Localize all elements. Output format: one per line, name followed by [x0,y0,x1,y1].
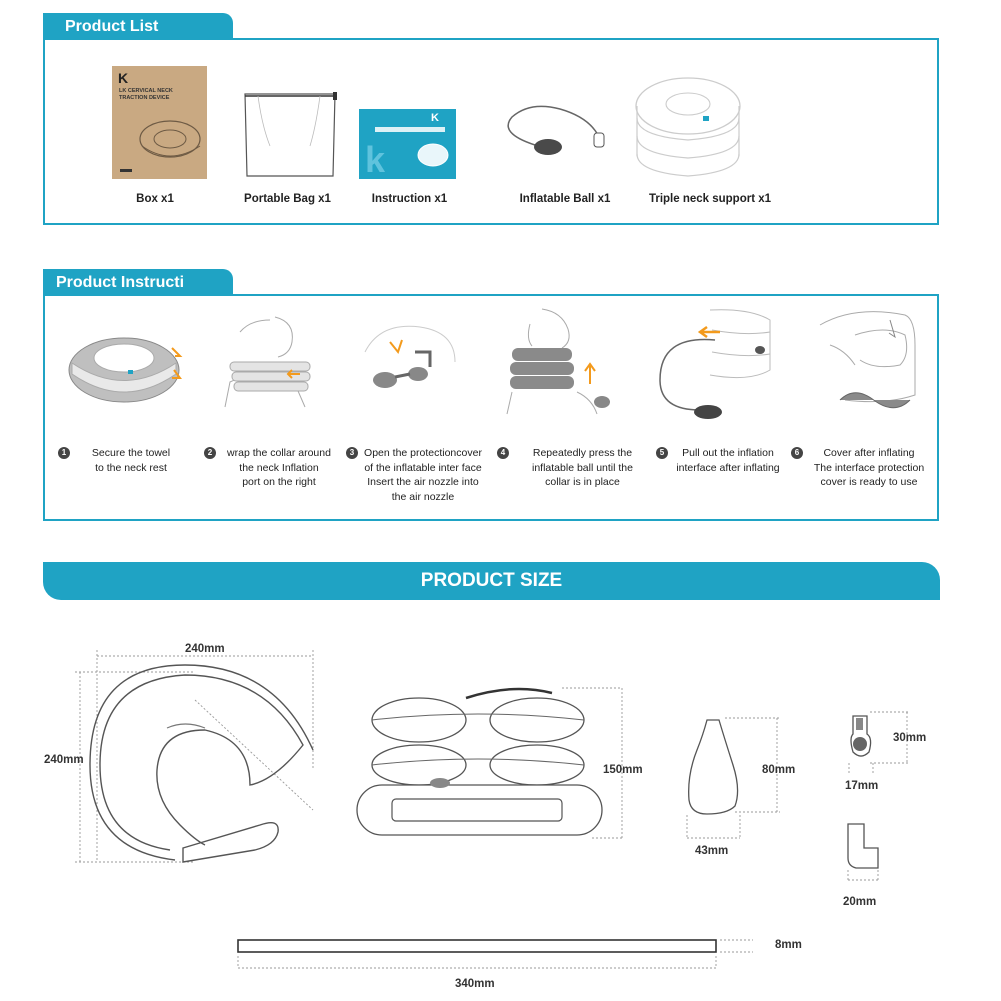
ball-width-label: 43mm [695,845,729,857]
instruction-manual-image [359,109,456,179]
inflatable-ball-image [500,103,610,163]
step-5-illustration [650,300,775,420]
nozzle-drawing [840,818,900,888]
step-6-text: Cover after inflating The interface protection cover is ready to use [813,447,925,488]
cap-height-label: 30mm [893,732,927,744]
ball-drawing [685,710,785,860]
step-2-text: wrap the collar around the neck Inflation port on the right [227,447,331,488]
strip-length-label: 340mm [455,978,495,990]
step-3-text: Open the protectioncover of the inflatable inter face Insert the air nozzle into the air nozzle [364,447,482,503]
product-list-tab: Product List [43,13,233,40]
cap-width-label: 17mm [845,780,879,792]
portable-bag-image [240,86,340,181]
ball-height-label: 80mm [762,764,796,776]
step-1-number: 1 [58,447,70,459]
instructions-tab: Product Instructi [43,269,233,296]
ring-top-view-drawing [75,650,345,870]
manual-drawing [359,109,456,179]
manual-k-mark: k [365,139,386,180]
neck-support-image [633,68,748,183]
step-1-text: Secure the towel to the neck rest [91,447,171,474]
nozzle-width-label: 20mm [843,896,877,908]
step-4-number: 4 [497,447,509,459]
ring-width-label: 240mm [185,643,225,655]
item-label-ball: Inflatable Ball x1 [519,193,611,205]
step-3-number: 3 [346,447,358,459]
step-3-illustration [360,312,460,412]
step-6-illustration [815,305,925,415]
item-label-bag: Portable Bag x1 [244,193,331,205]
manual-logo: K [431,112,439,124]
strip-drawing [235,936,755,976]
step-5-text: Pull out the inflation interface after inflating [676,447,780,474]
ring-height-label: 240mm [44,754,84,766]
item-label-neck-support: Triple neck support x1 [648,193,772,205]
step-2-number: 2 [204,447,216,459]
stack-side-view-drawing [352,683,612,843]
step-4-text: Repeatedly press the inflatable ball until the collar is in place [532,447,633,488]
box-image [112,66,207,179]
stack-height-label: 150mm [603,764,643,776]
product-size-banner: PRODUCT SIZE [43,562,940,600]
box-logo: K [118,70,129,86]
step-1-illustration [62,318,182,413]
box-title: LK CERVICAL NECK TRACTION DEVICE [119,88,173,101]
item-label-box: Box x1 [136,193,174,205]
strip-thickness-label: 8mm [775,939,802,951]
step-4-illustration [502,304,612,414]
step-5-number: 5 [656,447,668,459]
box-neck-drawing [112,66,207,179]
item-label-instruction: Instruction x1 [371,193,448,205]
step-6-number: 6 [791,447,803,459]
step-2-illustration [220,312,320,412]
